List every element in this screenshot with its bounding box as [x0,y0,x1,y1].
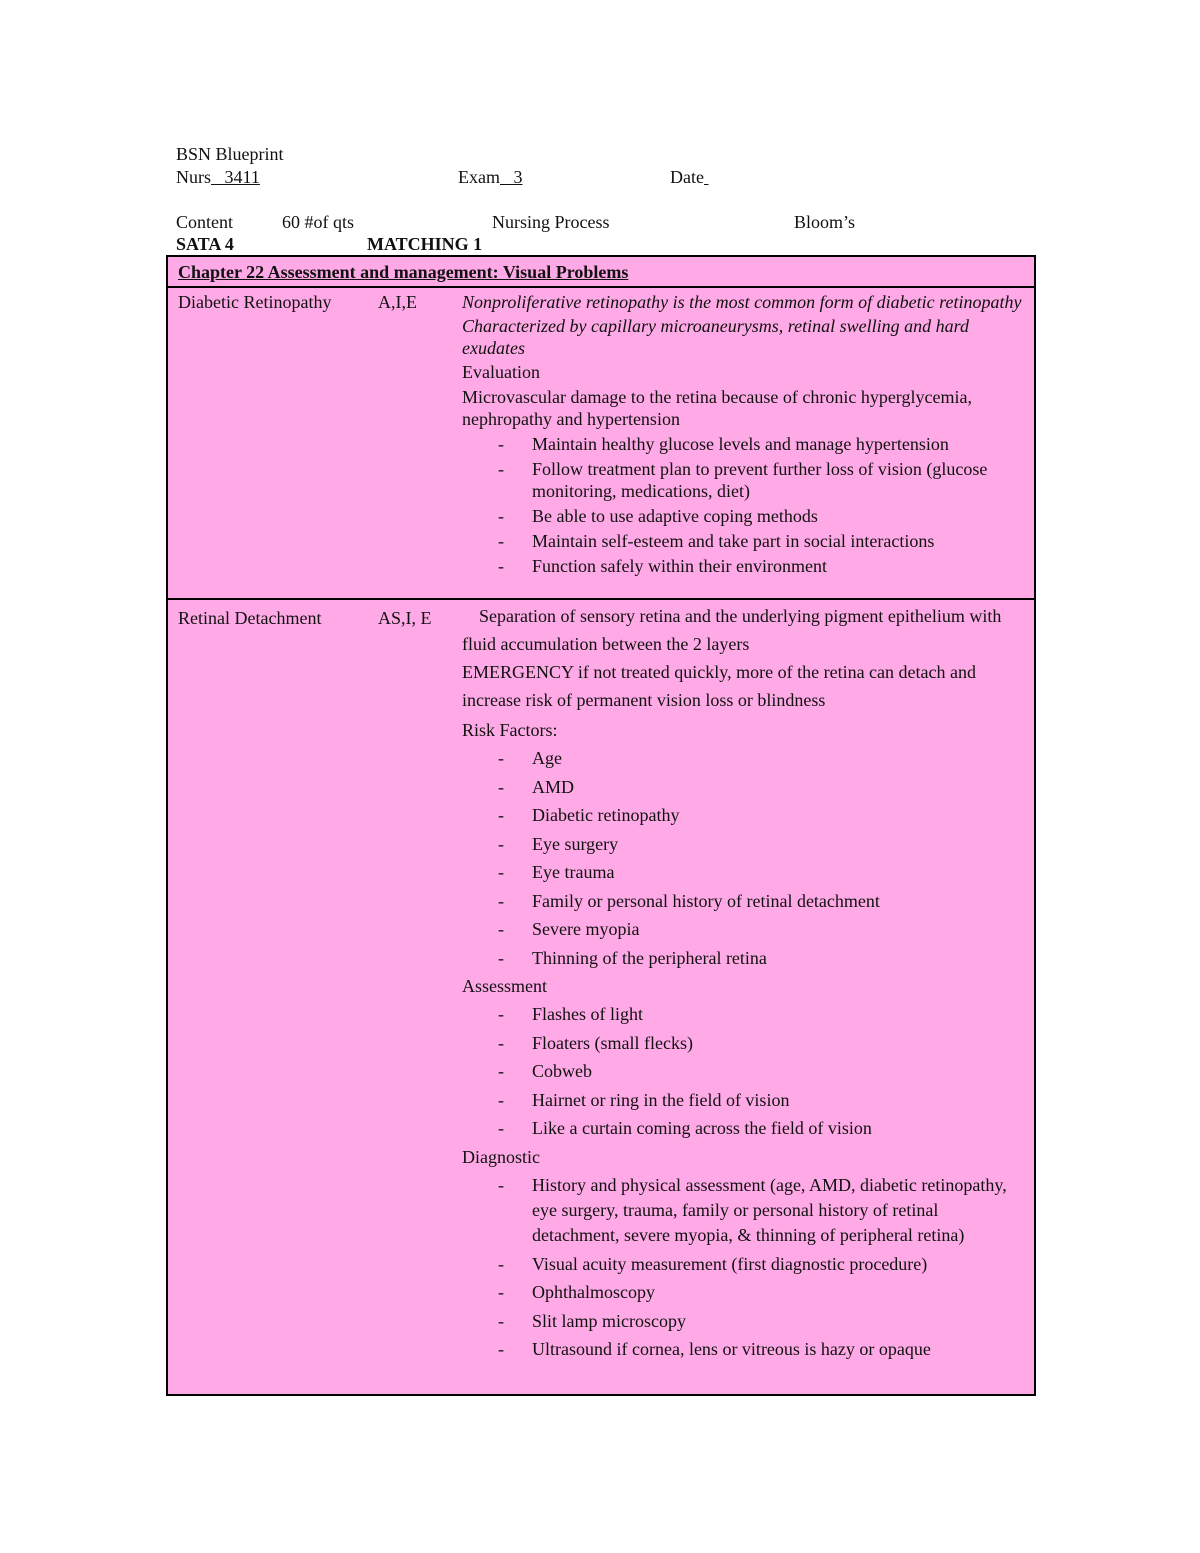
diagnostic-list [462,1173,1030,1364]
nurs-value: 3411 [224,167,260,187]
sata-count: SATA 4 [176,234,234,254]
content-paragraph: Separation of sensory retina and the underlying pigment epithelium with fluid accumulation between the 2 layers [462,606,1002,654]
list-item: - Function safely within their environment [462,555,1030,577]
list-item: - History and physical assessment (age, AMD, diabetic retinopathy, eye surgery, trauma, family or personal history of retinal detachment, severe myopia, & thinning of peripheral retina) [462,1173,1030,1248]
table-row [166,598,1036,1396]
list-item: - Floaters (small flecks) [462,1029,1030,1058]
list-item: - Flashes of light [462,1000,1030,1029]
chapter-title-row [166,255,1036,288]
process-codes: A,I,E [378,292,417,312]
content-paragraph: Characterized by capillary microaneurysms, retinal swelling and hard exudates [462,316,969,358]
list-item: - Follow treatment plan to prevent further loss of vision (glucose monitoring, medications, diet) [462,458,1030,502]
section-heading: Diagnostic [462,1146,540,1167]
chapter-title: Chapter 22 Assessment and management: Visual Problems [178,262,629,282]
exam-field [458,168,592,186]
date-label: Date [670,167,704,187]
section-heading: Risk Factors: [462,720,558,740]
matching-count: MATCHING 1 [367,234,483,254]
list-item: - Ultrasound if cornea, lens or vitreous is hazy or opaque [462,1335,1030,1364]
blooms-label: Bloom’s [794,212,856,232]
list-item: - Maintain self-esteem and take part in social interactions [462,530,1030,552]
exam-label: Exam [458,167,500,187]
list-item: - Family or personal history of retinal detachment [462,887,1030,916]
list-item: - Thinning of the peripheral retina [462,944,1030,973]
list-item: - Hairnet or ring in the field of vision [462,1086,1030,1115]
list-item: - Eye trauma [462,858,1030,887]
topic-diabetic-retinopathy: Diabetic Retinopathy [178,292,332,312]
list-item: - Diabetic retinopathy [462,801,1030,830]
date-field [670,168,878,186]
content-paragraph: Microvascular damage to the retina because of chronic hyperglycemia, nephropathy and hypertension [462,387,972,429]
assessment-list [462,1000,1030,1143]
list-item: - Visual acuity measurement (first diagnostic procedure) [462,1250,1030,1279]
exam-value: 3 [513,167,523,187]
list-item: - Maintain healthy glucose levels and manage hypertension [462,433,1030,455]
blueprint-title: BSN Blueprint [176,144,284,164]
list-item: - AMD [462,773,1030,802]
list-item: - Cobweb [462,1057,1030,1086]
evaluation-list [462,433,1030,577]
section-heading: Assessment [462,976,547,996]
nursing-process-label: Nursing Process [492,212,610,232]
date-blank [704,168,878,186]
section-heading: Evaluation [462,362,540,382]
list-item: - Be able to use adaptive coping methods [462,505,1030,527]
content-paragraph: EMERGENCY if not treated quickly, more of the retina can detach and increase risk of permanent vision loss or blindness [462,662,976,710]
list-item: - Like a curtain coming across the field of vision [462,1114,1030,1143]
nurs-field [176,168,365,186]
nurs-label: Nurs [176,167,211,187]
list-item: - Ophthalmoscopy [462,1278,1030,1307]
list-item: - Severe myopia [462,915,1030,944]
risk-factors-list [462,744,1030,972]
list-item: - Eye surgery [462,830,1030,859]
list-item: - Slit lamp microscopy [462,1307,1030,1336]
question-count: 60 #of qts [282,212,354,232]
process-codes: AS,I, E [378,608,432,628]
row-content [462,291,1030,577]
table-row [166,286,1036,600]
content-label: Content [176,212,233,232]
content-paragraph: Nonproliferative retinopathy is the most common form of diabetic retinopathy [462,292,1022,312]
list-item: - Age [462,744,1030,773]
topic-retinal-detachment: Retinal Detachment [178,608,322,628]
row-content [462,602,1030,1364]
